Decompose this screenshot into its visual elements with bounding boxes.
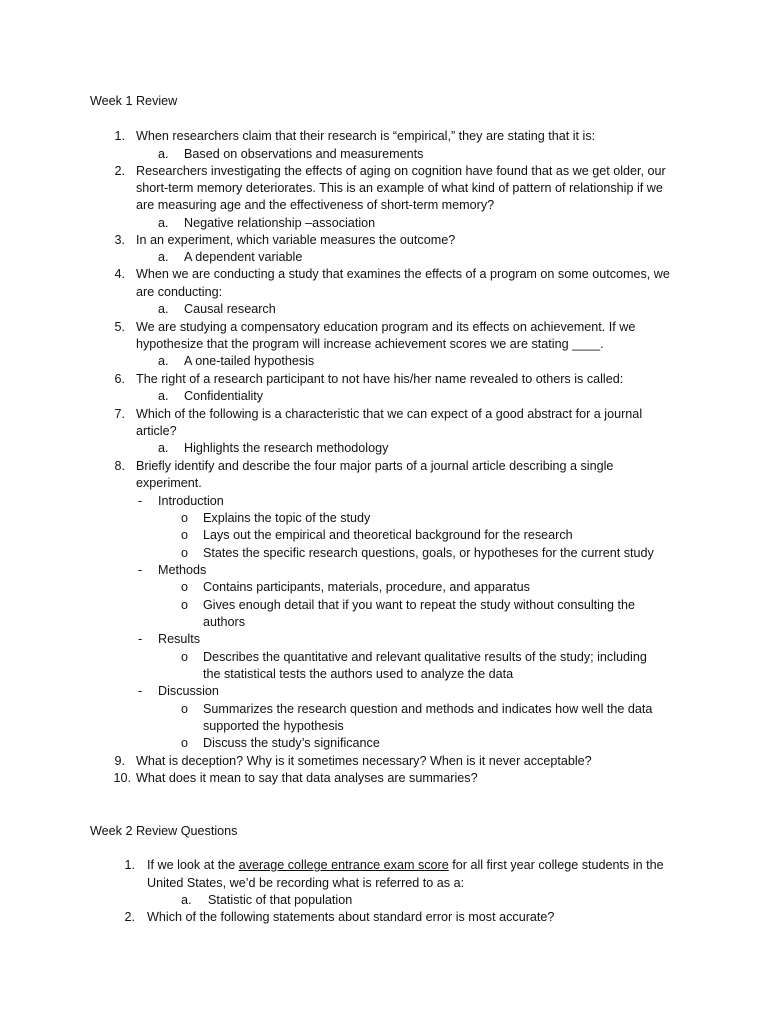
methods-bullet-2-line1: Gives enough detail that if you want to repeat the study without consulting the <box>203 598 635 612</box>
part-results-label: Results <box>158 632 200 646</box>
intro-bullet-3: States the specific research questions, goals, or hypotheses for the current study <box>203 546 654 560</box>
part-dash: - <box>138 632 143 646</box>
methods-bullet-1: Contains participants, materials, procedure, and apparatus <box>203 580 530 594</box>
q8-number: 8. <box>114 459 125 473</box>
w2-q1-underlined: average college entrance exam score <box>238 858 449 872</box>
w2-q2-text: Which of the following statements about standard error is most accurate? <box>147 910 555 924</box>
q10-text: What does it mean to say that data analyses are summaries? <box>136 771 478 785</box>
w2-q2-number: 2. <box>124 910 135 924</box>
part-methods-label: Methods <box>158 563 207 577</box>
w2-q1-answer-marker: a. <box>181 893 192 907</box>
bullet-marker: o <box>181 580 189 594</box>
q6-answer-marker: a. <box>158 389 169 403</box>
part-discussion-label: Discussion <box>158 684 219 698</box>
q2-number: 2. <box>114 164 125 178</box>
results-bullet-1-line1: Describes the quantitative and relevant qualitative results of the study; including <box>203 650 647 664</box>
bullet-marker: o <box>181 736 189 750</box>
bullet-marker: o <box>181 546 189 560</box>
q4-text-line1: When we are conducting a study that examines the effects of a program on some outcomes, we <box>136 267 670 281</box>
q2-text-line1: Researchers investigating the effects of aging on cognition have found that as we get older, our <box>136 164 666 178</box>
w2-q1-text-line1 <box>147 857 664 874</box>
q8-text-line1: Briefly identify and describe the four major parts of a journal article describing a single <box>136 459 614 473</box>
q5-text-line1: We are studying a compensatory education program and its effects on achievement. If we <box>136 320 636 334</box>
q8-text-line2: experiment. <box>136 476 202 490</box>
methods-bullet-2-line2: authors <box>203 615 246 629</box>
q4-answer-marker: a. <box>158 302 169 316</box>
bullet-marker: o <box>181 702 189 716</box>
w2-q1-number: 1. <box>124 858 135 872</box>
q3-answer-marker: a. <box>158 250 169 264</box>
q7-text-line2: article? <box>136 424 177 438</box>
w2-q1-pre: If we look at the <box>147 858 239 872</box>
week2-title: Week 2 Review Questions <box>90 824 238 838</box>
q9-text: What is deception? Why is it sometimes necessary? When is it never acceptable? <box>136 754 592 768</box>
bullet-marker: o <box>181 511 189 525</box>
q3-number: 3. <box>114 233 125 247</box>
q1-answer: Based on observations and measurements <box>184 147 424 161</box>
q2-text-line2: short-term memory deteriorates. This is an example of what kind of pattern of relationship if we <box>136 181 663 195</box>
q2-answer-marker: a. <box>158 216 169 230</box>
w2-q1-post: for all first year college students in the <box>448 858 664 872</box>
q7-answer: Highlights the research methodology <box>184 441 389 455</box>
w2-q1-text-line2: United States, we’d be recording what is referred to as a: <box>147 876 465 890</box>
part-dash: - <box>138 563 143 577</box>
q4-number: 4. <box>114 267 125 281</box>
discussion-bullet-1-line1: Summarizes the research question and methods and indicates how well the data <box>203 702 653 716</box>
bullet-marker: o <box>181 598 189 612</box>
q1-answer-marker: a. <box>158 147 169 161</box>
q6-answer: Confidentiality <box>184 389 264 403</box>
week1-title: Week 1 Review <box>90 94 178 108</box>
q6-text: The right of a research participant to not have his/her name revealed to others is called: <box>136 372 624 386</box>
discussion-bullet-2: Discuss the study’s significance <box>203 736 380 750</box>
q3-text: In an experiment, which variable measures the outcome? <box>136 233 456 247</box>
q5-answer: A one-tailed hypothesis <box>184 354 315 368</box>
bullet-marker: o <box>181 650 189 664</box>
q4-text-line2: are conducting: <box>136 285 223 299</box>
w2-q1-answer: Statistic of that population <box>208 893 353 907</box>
q6-number: 6. <box>114 372 125 386</box>
q3-answer: A dependent variable <box>184 250 303 264</box>
q9-number: 9. <box>114 754 125 768</box>
q5-answer-marker: a. <box>158 354 169 368</box>
q7-answer-marker: a. <box>158 441 169 455</box>
part-introduction-label: Introduction <box>158 494 224 508</box>
results-bullet-1-line2: the statistical tests the authors used to analyze the data <box>203 667 514 681</box>
q4-answer: Causal research <box>184 302 276 316</box>
intro-bullet-2: Lays out the empirical and theoretical background for the research <box>203 528 573 542</box>
discussion-bullet-1-line2: supported the hypothesis <box>203 719 344 733</box>
bullet-marker: o <box>181 528 189 542</box>
q5-number: 5. <box>114 320 125 334</box>
q2-text-line3: are measuring age and the effectiveness of short-term memory? <box>136 198 495 212</box>
q5-text-line2: hypothesize that the program will increase achievement scores we are stating ____. <box>136 337 604 351</box>
part-dash: - <box>138 494 143 508</box>
part-dash: - <box>138 684 143 698</box>
intro-bullet-1: Explains the topic of the study <box>203 511 371 525</box>
q7-text-line1: Which of the following is a characteristic that we can expect of a good abstract for a journal <box>136 407 643 421</box>
q2-answer: Negative relationship –association <box>184 216 376 230</box>
q1-number: 1. <box>114 129 125 143</box>
q10-number: 10. <box>113 771 131 785</box>
q7-number: 7. <box>114 407 125 421</box>
q1-text: When researchers claim that their research is “empirical,” they are stating that it is: <box>136 129 596 143</box>
